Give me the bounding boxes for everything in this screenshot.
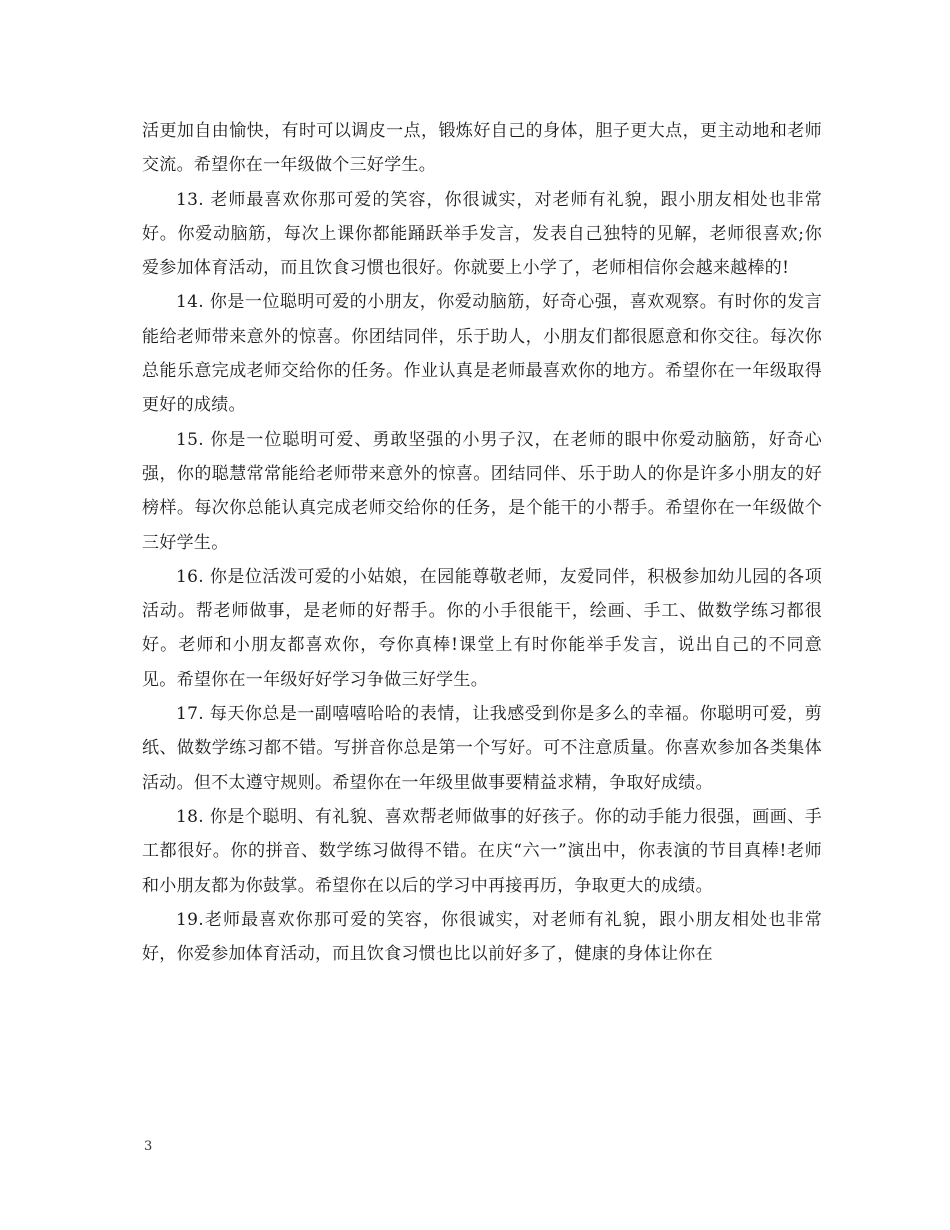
paragraph-19: 19.老师最喜欢你那可爱的笑容，你很诚实，对老师有礼貌，跟小朋友相处也非常好，你爱参加体育活动，而且饮食习惯也比以前好多了，健康的身体让你在 — [142, 909, 822, 965]
paragraph-16: 16. 你是位活泼可爱的小姑娘，在园能尊敬老师，友爱同伴，积极参加幼儿园的各项活动。帮老师做事，是老师的好帮手。你的小手很能干，绘画、手工、做数学练习都很好。老师和小朋友都喜欢你，夸你真棒!课堂上有时你能举手发言，说出自己的不同意见。希望你在一年级好好学习争做三好学生。 — [142, 566, 822, 690]
paragraph-18: 18. 你是个聪明、有礼貌、喜欢帮老师做事的好孩子。你的动手能力很强，画画、手工都很好。你的拼音、数学练习做得不错。在庆“六一”演出中，你表演的节目真棒!老师和小朋友都为你鼓掌。希望你在以后的学习中再接再历，争取更大的成绩。 — [142, 806, 822, 896]
paragraph-13: 13. 老师最喜欢你那可爱的笑容，你很诚实，对老师有礼貌，跟小朋友相处也非常好。你爱动脑筋，每次上课你都能踊跃举手发言，发表自己独特的见解，老师很喜欢;你爱参加体育活动，而且饮食习惯也很好。你就要上小学了，老师相信你会越来越棒的! — [142, 189, 822, 279]
paragraph-17: 17. 每天你总是一副嘻嘻哈哈的表情，让我感受到你是多么的幸福。你聪明可爱，剪纸、做数学练习都不错。写拼音你总是第一个写好。可不注意质量。你喜欢参加各类集体活动。但不太遵守规则。希望你在一年级里做事要精益求精，争取好成绩。 — [142, 704, 822, 793]
paragraph-continuation: 活更加自由愉快，有时可以调皮一点，锻炼好自己的身体，胆子更大点，更主动地和老师交流。希望你在一年级做个三好学生。 — [142, 121, 822, 176]
paragraph-15: 15. 你是一位聪明可爱、勇敢坚强的小男子汉，在老师的眼中你爱动脑筋，好奇心强，你的聪慧常常能给老师带来意外的惊喜。团结同伴、乐于助人的你是许多小朋友的好榜样。每次你总能认真完成老师交给你的任务，是个能干的小帮手。希望你在一年级做个三好学生。 — [142, 429, 822, 553]
document-body — [142, 114, 822, 971]
paragraph-14: 14. 你是一位聪明可爱的小朋友，你爱动脑筋，好奇心强，喜欢观察。有时你的发言能给老师带来意外的惊喜。你团结同伴，乐于助人，小朋友们都很愿意和你交往。每次你总能乐意完成老师交给你的任务。作业认真是老师最喜欢你的地方。希望你在一年级取得更好的成绩。 — [142, 292, 822, 416]
page-number: 3 — [144, 1139, 153, 1154]
